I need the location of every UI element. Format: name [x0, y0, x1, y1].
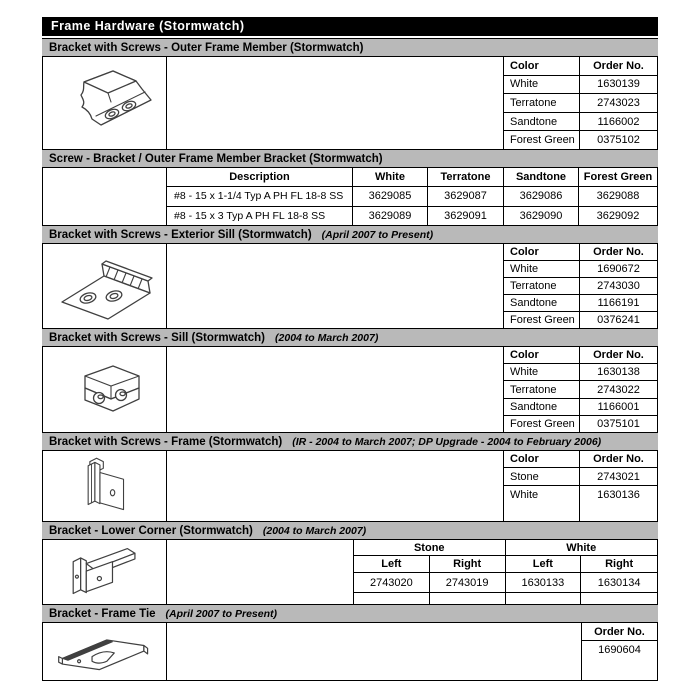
spacer-cell [167, 623, 581, 680]
order-number-cell: 3629088 [596, 190, 640, 203]
color-name-cell: Terratone [504, 278, 580, 294]
table-header-row [504, 347, 657, 364]
color-header-cell: Color [504, 347, 580, 363]
color-order-table [503, 244, 657, 328]
color-header-cell: Color [504, 451, 580, 467]
section-body-screw-bracket [42, 168, 658, 225]
illustration-cell [43, 57, 167, 149]
color-name-cell: Forest Green [504, 131, 580, 149]
table-row [167, 187, 657, 206]
order-number-cell: 0375101 [597, 417, 640, 430]
screw-order-table [167, 168, 657, 225]
lower-corner-bracket-drawing [55, 543, 155, 601]
section-header-outer-frame-member [42, 38, 658, 57]
section-header-screw-bracket [42, 149, 658, 168]
table-row [504, 113, 657, 132]
terratone-header-cell: Terratone [428, 168, 504, 186]
color-name-cell: Sandtone [504, 295, 580, 311]
section-heading: Bracket with Screws - Sill (Stormwatch) [49, 331, 266, 344]
order-no-header-cell: Order No. [593, 59, 644, 72]
table-row [167, 207, 657, 225]
section-heading: Bracket with Screws - Frame (Stormwatch) [49, 435, 283, 448]
table-row [504, 416, 657, 432]
order-number-cell: 3629087 [428, 187, 504, 205]
order-no-header-cell: Order No. [593, 349, 644, 362]
table-row [504, 94, 657, 113]
order-number-cell: 3629089 [353, 207, 428, 225]
sill-bracket-drawing [55, 356, 155, 424]
description-header-cell: Description [167, 168, 353, 186]
order-number-cell: 2743030 [597, 280, 640, 292]
illustration-cell [43, 347, 167, 432]
frame-tie-bracket-drawing [51, 627, 159, 677]
table-row [504, 261, 657, 278]
white-group-header-cell: White [566, 541, 597, 554]
order-number-cell: 1630138 [597, 366, 640, 379]
table-header-row [167, 168, 657, 187]
color-order-table [503, 347, 657, 432]
table-row [504, 486, 657, 521]
section-header-lower-corner [42, 521, 658, 540]
order-number-cell: 3629092 [596, 209, 640, 222]
color-name-cell: White [504, 76, 580, 94]
outer-frame-member-bracket-drawing [55, 64, 155, 142]
color-name-cell: White [504, 486, 580, 521]
left-header-cell: Left [506, 556, 582, 572]
spacer-cell [167, 57, 503, 149]
order-number-cell: 1166191 [597, 297, 640, 309]
section-body-frame-tie [42, 623, 658, 681]
color-name-cell: Terratone [504, 94, 580, 112]
lower-corner-table [353, 540, 657, 604]
table-row [504, 76, 657, 95]
table-row [504, 312, 657, 328]
section-date-note: (2004 to March 2007) [275, 331, 379, 344]
table-row [504, 131, 657, 149]
order-number-cell: 3629086 [504, 187, 579, 205]
white-header-cell: White [353, 168, 428, 186]
description-cell: #8 - 15 x 1-1/4 Typ A PH FL 18-8 SS [167, 187, 353, 205]
section-date-note: (April 2007 to Present) [165, 607, 277, 620]
order-number-cell: 2743020 [354, 573, 430, 592]
table-header-row [504, 57, 657, 76]
color-name-cell: White [504, 364, 580, 380]
table-row [504, 468, 657, 486]
order-number-cell: 1630133 [506, 573, 582, 592]
section-body-sill [42, 347, 658, 432]
order-number-cell: 3629085 [353, 187, 428, 205]
right-header-cell: Right [605, 558, 634, 570]
order-number-cell: 3629090 [504, 207, 579, 225]
section-heading: Bracket with Screws - Exterior Sill (Stormwatch) [49, 228, 312, 241]
table-row [504, 364, 657, 381]
color-name-cell: Sandtone [504, 399, 580, 415]
order-number-cell: 1690604 [598, 644, 641, 656]
section-body-frame [42, 451, 658, 521]
table-row [504, 399, 657, 416]
frame-bracket-drawing [61, 454, 149, 518]
order-number-cell: 0375102 [597, 134, 640, 147]
order-number-cell: 3629091 [428, 207, 504, 225]
exterior-sill-bracket-drawing [50, 248, 160, 324]
table-row [504, 381, 657, 398]
section-heading: Bracket - Lower Corner (Stormwatch) [49, 524, 253, 537]
order-number-cell: 2743023 [597, 96, 640, 109]
section-heading: Bracket with Screws - Outer Frame Member (Stormwatch) [49, 41, 364, 54]
group-header-row [354, 540, 657, 556]
spacer-cell [167, 451, 503, 521]
color-name-cell: White [504, 261, 580, 277]
order-no-header-cell: Order No. [593, 453, 644, 465]
sub-header-row [354, 556, 657, 573]
spacer-cell [167, 347, 503, 432]
order-number-cell: 1630134 [597, 576, 641, 589]
order-number-cell: 1630139 [597, 78, 640, 91]
order-number-cell: 1690672 [597, 263, 640, 275]
order-number-cell: 0376241 [597, 314, 640, 326]
illustration-cell-empty [43, 168, 167, 225]
left-header-cell: Left [354, 556, 430, 572]
order-no-table [581, 623, 657, 680]
order-number-cell: 2743019 [430, 573, 506, 592]
color-order-table [503, 451, 657, 521]
section-header-frame [42, 432, 658, 451]
stone-group-header-cell: Stone [354, 540, 506, 555]
color-name-cell: Forest Green [504, 312, 580, 328]
empty-row [354, 593, 657, 604]
section-heading: Screw - Bracket / Outer Frame Member Bracket (Stormwatch) [49, 152, 383, 165]
forest-green-header-cell: Forest Green [583, 171, 653, 184]
section-date-note: (April 2007 to Present) [321, 228, 434, 241]
description-cell: #8 - 15 x 3 Typ A PH FL 18-8 SS [167, 207, 353, 225]
section-header-frame-tie [42, 604, 658, 623]
table-row [504, 278, 657, 295]
table-row [504, 295, 657, 312]
section-heading: Bracket - Frame Tie [49, 607, 156, 620]
order-number-cell: 2743022 [597, 383, 640, 396]
spacer-cell [167, 244, 503, 328]
color-name-cell: Forest Green [504, 416, 580, 432]
right-header-cell: Right [430, 556, 506, 572]
document-frame [42, 17, 658, 681]
order-number-cell: 1630136 [597, 489, 640, 501]
illustration-cell [43, 451, 167, 521]
section-header-sill [42, 328, 658, 347]
color-name-cell: Stone [504, 468, 580, 485]
spacer-cell [167, 540, 353, 604]
order-number-cell: 1166002 [597, 115, 640, 128]
order-number-cell: 2743021 [597, 470, 640, 483]
order-number-cell: 1166001 [597, 400, 640, 413]
order-no-header-cell: Order No. [593, 246, 644, 258]
table-header-row [504, 244, 657, 261]
color-name-cell: Terratone [504, 381, 580, 397]
table-header-row [504, 451, 657, 468]
color-header-cell: Color [504, 57, 580, 75]
section-body-lower-corner [42, 540, 658, 604]
section-date-note: (2004 to March 2007) [262, 524, 367, 537]
section-body-exterior-sill [42, 244, 658, 328]
illustration-cell [43, 244, 167, 328]
table-row [354, 573, 657, 593]
color-header-cell: Color [504, 244, 580, 260]
illustration-cell [43, 540, 167, 604]
sandtone-header-cell: Sandtone [504, 168, 579, 186]
section-date-note: (IR - 2004 to March 2007; DP Upgrade - 2004 to February 2006) [292, 435, 602, 448]
illustration-cell [43, 623, 167, 680]
section-body-outer-frame-member [42, 57, 658, 149]
order-no-header-cell: Order No. [582, 623, 657, 641]
color-name-cell: Sandtone [504, 113, 580, 131]
color-order-table [503, 57, 657, 149]
page-title: Frame Hardware (Stormwatch) [42, 17, 658, 36]
section-header-exterior-sill [42, 225, 658, 244]
